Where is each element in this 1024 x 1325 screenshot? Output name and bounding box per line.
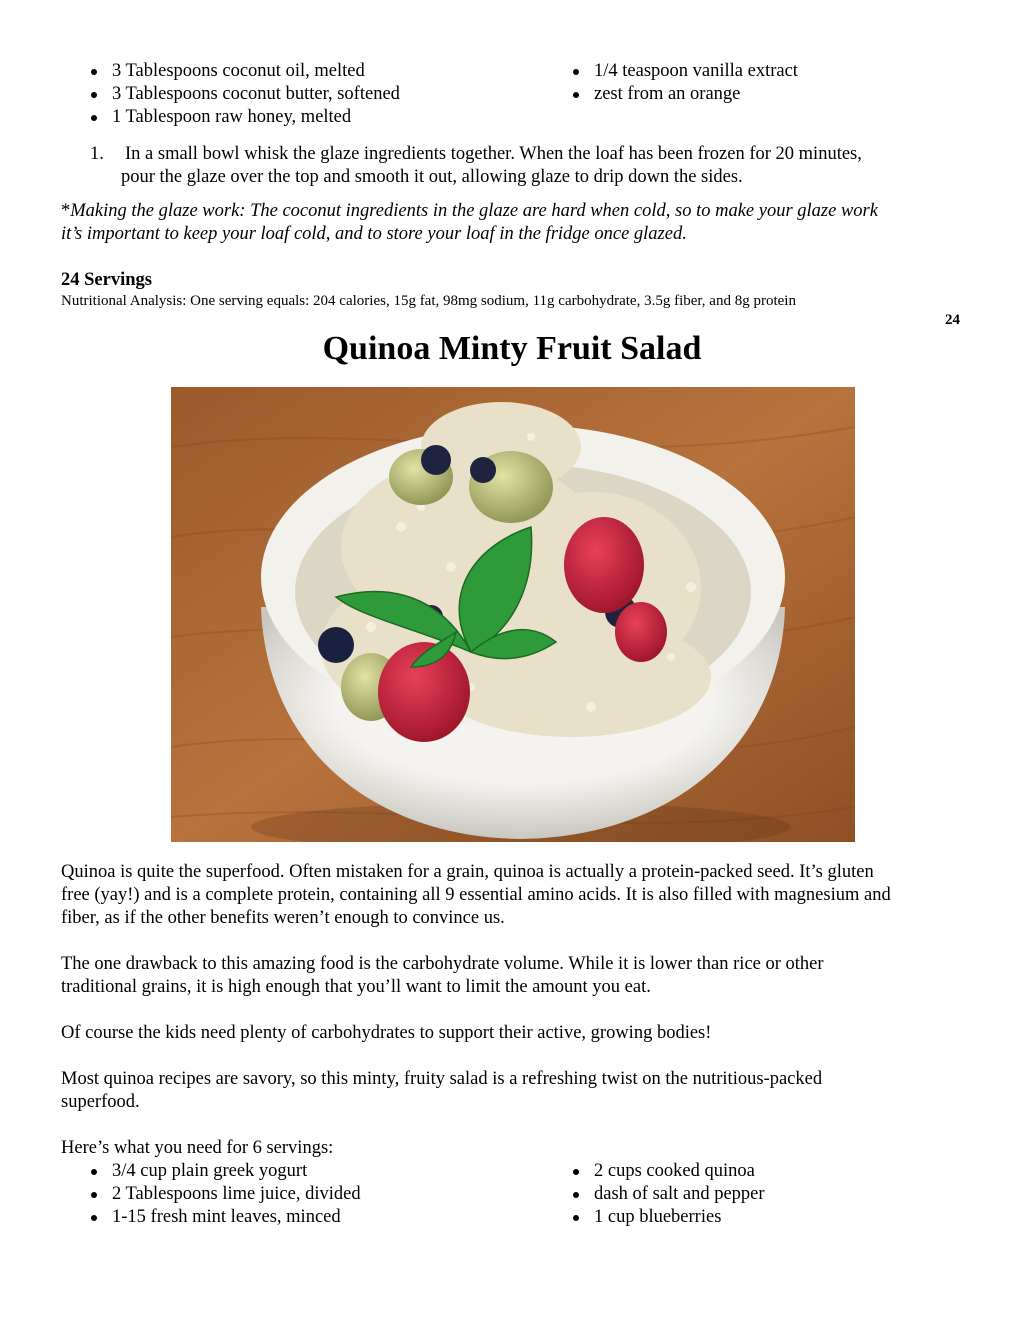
note-text-1: Making the glaze work: The coconut ingredients in the glaze are hard when cold, so to make your glaze work [70,201,878,221]
paragraph-line: Quinoa is quite the superfood. Often mistaken for a grain, quinoa is actually a protein-packed seed. It’s gluten [61,862,874,882]
paragraph-line: Of course the kids need plenty of carbohydrates to support their active, growing bodies! [61,1023,712,1043]
paragraph-line: fiber, as if the other benefits weren’t enough to convince us. [61,908,505,928]
list-item: 1-15 fresh mint leaves, minced [84,1206,361,1229]
list-item: 1 cup blueberries [566,1206,765,1229]
list-item: 3 Tablespoons coconut oil, melted [84,60,400,83]
step-text-line-1: In a small bowl whisk the glaze ingredients together. When the loaf has been frozen for 20 minutes, [125,144,862,164]
paragraph-line: Most quinoa recipes are savory, so this minty, fruity salad is a refreshing twist on the nutritious-packed [61,1069,823,1089]
paragraph-line: superfood. [61,1092,140,1112]
step-number: 1. [90,144,104,164]
paragraph-line: free (yay!) and is a complete protein, containing all 9 essential amino acids. It is also filled with magnesium and [61,885,891,905]
paragraph-4 [61,1068,971,1114]
list-item: zest from an orange [566,83,798,106]
servings-heading: 24 Servings [61,270,152,290]
step-text-line-2: pour the glaze over the top and smooth it out, allowing glaze to drip down the sides. [121,167,743,187]
glaze-ingredient-list-right [566,60,798,106]
recipe-title: Quinoa Minty Fruit Salad [322,330,702,367]
page-number: 24 [945,312,960,328]
glaze-note-line-2: it’s important to keep your loaf cold, and to store your loaf in the fridge once glazed. [61,224,687,244]
paragraph-1 [61,861,971,930]
list-item: 2 Tablespoons lime juice, divided [84,1183,361,1206]
glaze-note-line-1 [61,200,878,223]
paragraph-2 [61,953,971,999]
salad-ingredient-list-left [84,1160,361,1229]
note-star: * [61,201,71,221]
list-item: 3/4 cup plain greek yogurt [84,1160,361,1183]
paragraph-line: traditional grains, it is high enough that you’ll want to limit the amount you eat. [61,977,651,997]
glaze-ingredient-list-left [84,60,400,129]
paragraph-line: The one drawback to this amazing food is the carbohydrate volume. While it is lower than rice or other [61,954,824,974]
servings-intro: Here’s what you need for 6 servings: [61,1138,334,1158]
salad-ingredient-list-right [566,1160,765,1229]
nutrition-analysis: Nutritional Analysis: One serving equals: 204 calories, 15g fat, 98mg sodium, 11g carbohydrate, 3.5g fiber, and 8g protein [61,293,796,309]
quinoa-salad-photo [171,387,855,842]
list-item: dash of salt and pepper [566,1183,765,1206]
paragraph-3 [61,1022,971,1045]
list-item: 2 cups cooked quinoa [566,1160,765,1183]
list-item: 3 Tablespoons coconut butter, softened [84,83,400,106]
list-item: 1/4 teaspoon vanilla extract [566,60,798,83]
list-item: 1 Tablespoon raw honey, melted [84,106,400,129]
